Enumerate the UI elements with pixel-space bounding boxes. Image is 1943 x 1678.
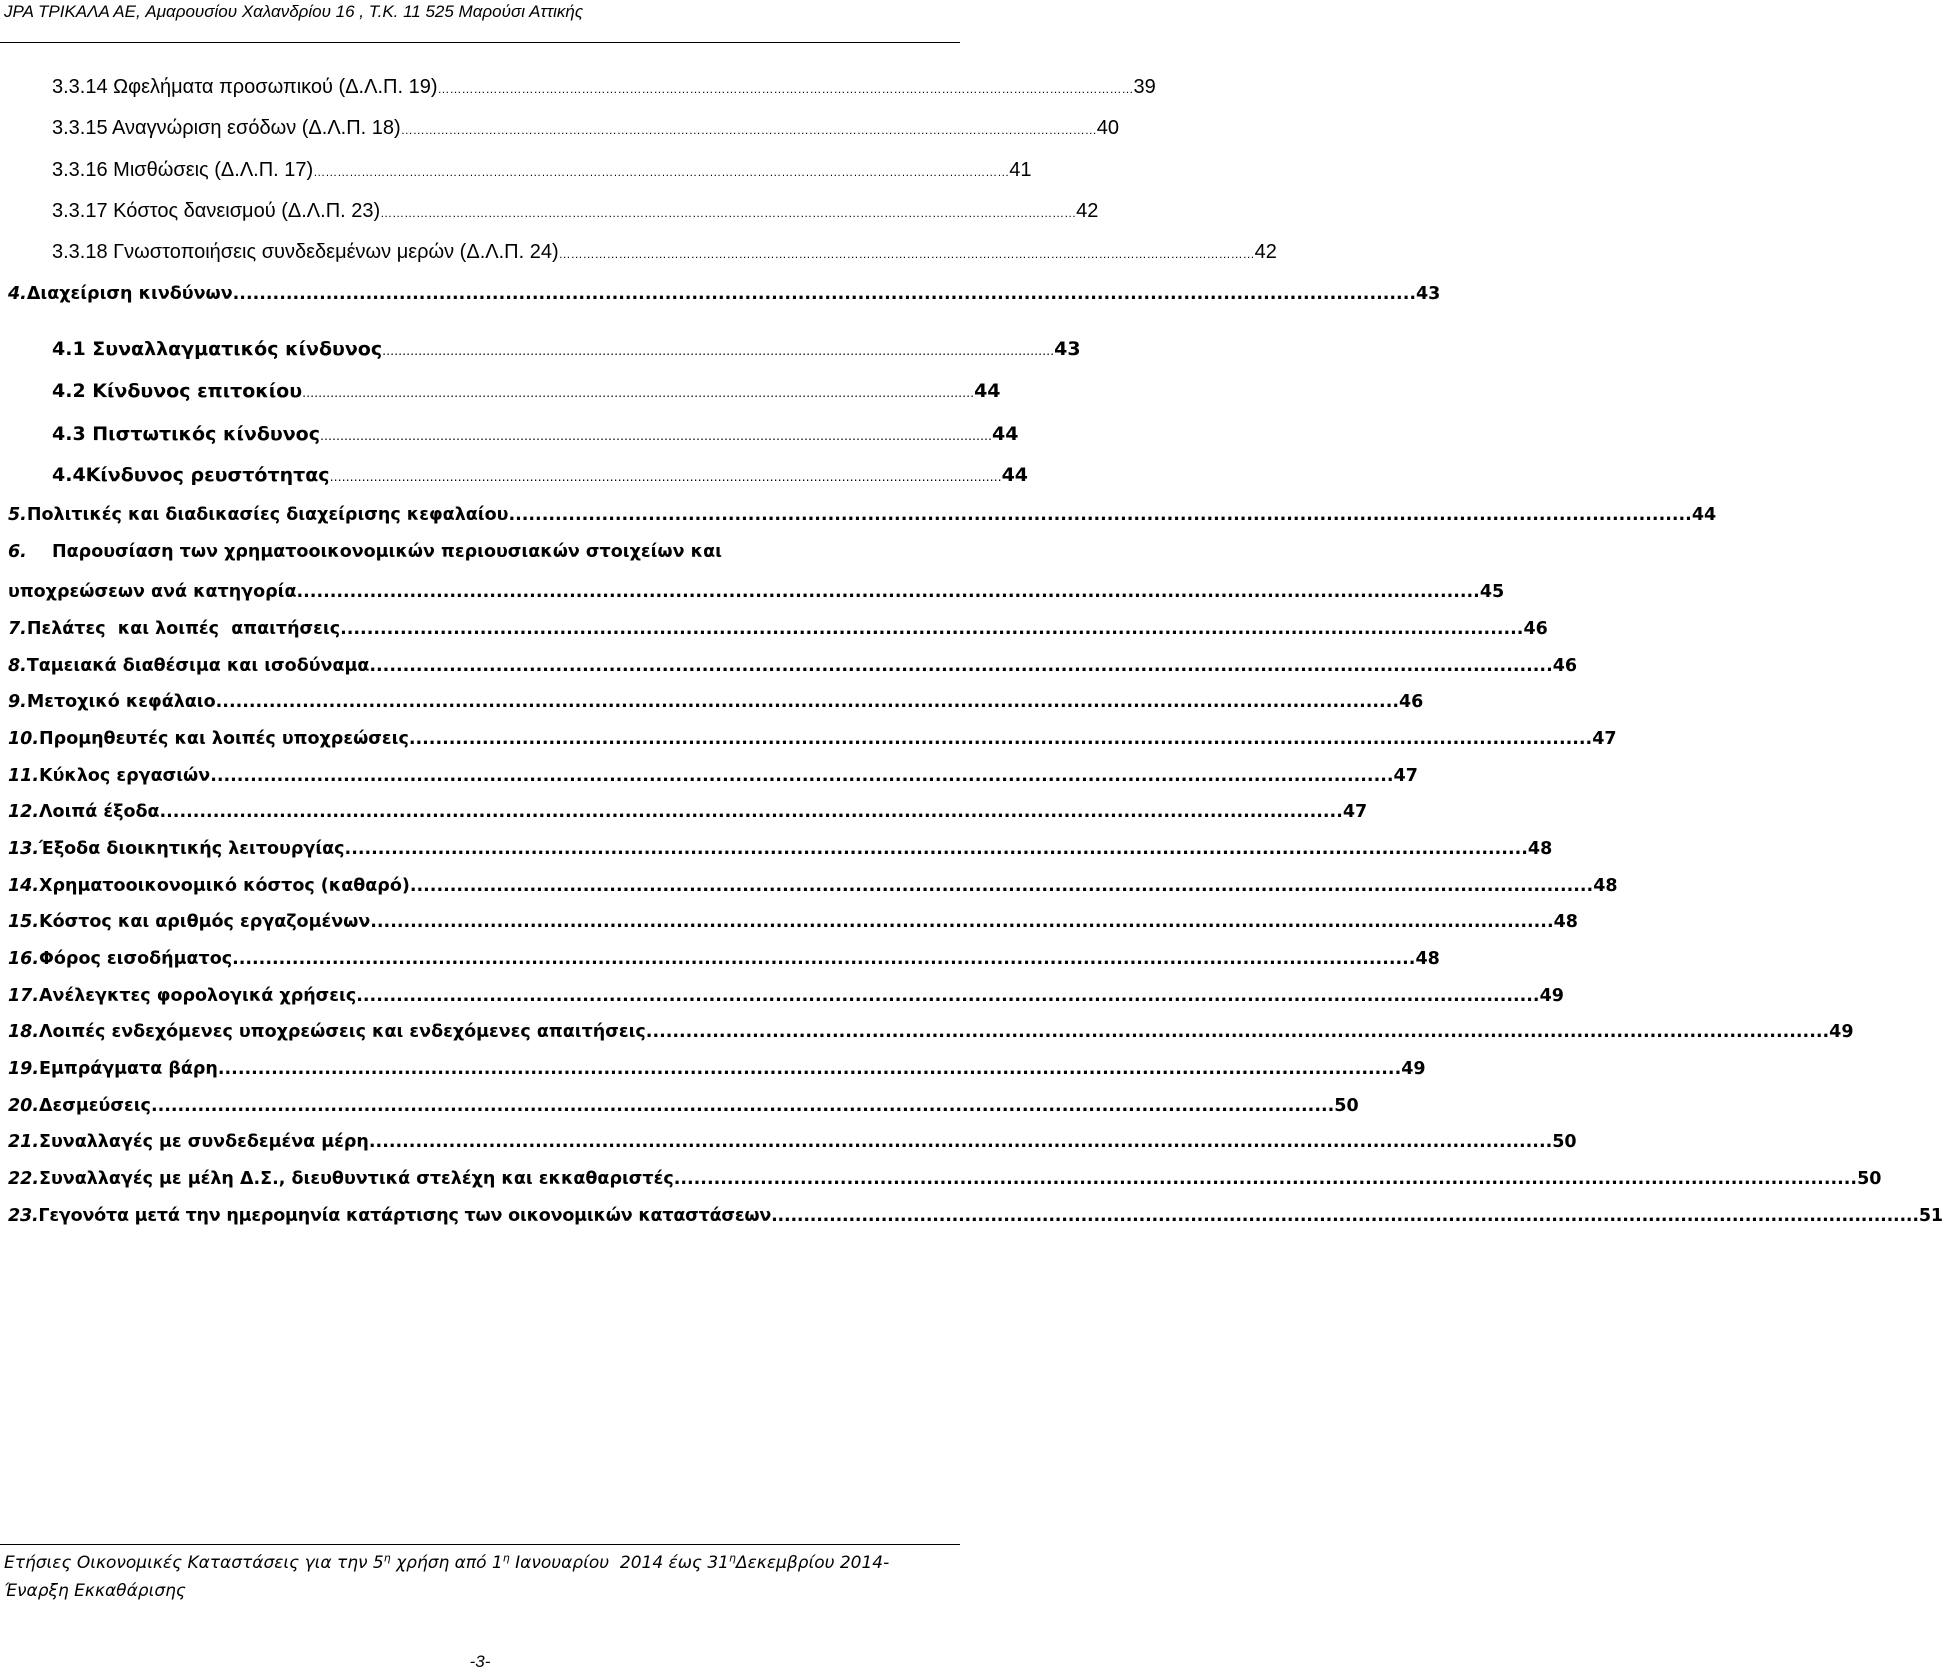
toc-leader-dots: ………………………………………………………………………………………………………………………………………………………… (437, 82, 1134, 96)
toc-entry[interactable] (52, 159, 1032, 182)
toc-entry-number: 10. (8, 729, 40, 749)
toc-entry[interactable] (8, 729, 1617, 749)
toc-leader-dots: .................................................................................................................................................................................. (232, 284, 1416, 304)
toc-entry[interactable] (8, 766, 1418, 786)
toc-entry-page: 49 (1539, 986, 1564, 1006)
toc-entry[interactable] (52, 464, 1029, 486)
toc-entry-title: Δεσμεύσεις (39, 1096, 151, 1116)
toc-entry[interactable] (8, 619, 1548, 639)
toc-leader-dots: …………………………………………………………………………………………………………………………………………………… (382, 344, 1055, 358)
toc-entry-page: 43 (1054, 338, 1081, 360)
toc-entry-page: 50 (1334, 1096, 1359, 1116)
toc-entry[interactable] (8, 986, 1564, 1006)
toc-entry-number: 13. (8, 839, 40, 859)
page-header (0, 0, 960, 43)
toc-entry-number: 11. (8, 766, 40, 786)
toc-entry-number: 22. (8, 1169, 40, 1189)
footer-title-line (4, 1553, 889, 1573)
toc-entry-page: 48 (1553, 912, 1578, 932)
toc-leader-dots: .................................................................................................................................................................................. (340, 619, 1524, 639)
toc-leader-dots: .................................................................................................................................................................................. (217, 1059, 1402, 1079)
toc-entry-page: 48 (1593, 876, 1618, 896)
toc-entry-number: 19. (8, 1059, 40, 1079)
toc-entry-title: 4.4Κίνδυνος ρευστότητας (52, 464, 330, 486)
toc-entry[interactable] (8, 802, 1368, 822)
toc-entry-page: 50 (1552, 1132, 1577, 1152)
toc-entry-title: Έξοδα διοικητικής λειτουργίας (39, 839, 345, 859)
footer-superscript: η (502, 1551, 510, 1565)
toc-leader-dots: .................................................................................................................................................................................. (159, 802, 1343, 822)
toc-entry-title: Προμηθευτές και λοιπές υποχρεώσεις (39, 729, 409, 749)
page-footer (0, 1544, 960, 1633)
toc-entry-title: 3.3.15 Αναγνώριση εσόδων (Δ.Λ.Π. 18) (52, 117, 401, 139)
toc-entry[interactable] (52, 380, 1001, 402)
toc-entry-page: 44 (991, 423, 1019, 445)
toc-leader-dots: .................................................................................................................................................................................. (771, 1206, 1919, 1226)
toc-leader-dots: …………………………………………………………………………………………………………………………………………………… (319, 429, 992, 443)
toc-entry-title: Πολιτικές και διαδικασίες διαχείρισης κεφαλαίου (26, 505, 509, 525)
footer-text: Ετήσιες Οικονομικές Καταστάσεις για την 5 (4, 1553, 384, 1573)
toc-entry-page: 45 (1479, 582, 1505, 602)
toc-entry-page: 47 (1592, 729, 1617, 749)
toc-leader-dots: .................................................................................................................................................................................. (232, 949, 1416, 969)
toc-leader-dots: .................................................................................................................................................................................. (368, 1132, 1553, 1152)
header-address: JPA TPIKAΛA AE, Αμαρουσίου Χαλανδρίου 16 , Τ.Κ. 11 525 Μαρούσι Αττικής (4, 2, 584, 21)
toc-entry-page: 47 (1393, 766, 1418, 786)
toc-entry-number: 14. (8, 876, 40, 896)
toc-leader-dots: .................................................................................................................................................................................. (344, 839, 1528, 859)
toc-entry[interactable] (8, 1022, 1854, 1042)
toc-leader-dots: .................................................................................................................................................................................. (369, 656, 1553, 676)
toc-entry-page: 44 (974, 380, 1001, 402)
toc-entry-title: Λοιπά έξοδα (39, 802, 160, 822)
toc-entry-title: 3.3.17 Κόστος δανεισμού (Δ.Λ.Π. 23) (52, 200, 381, 222)
toc-entry[interactable] (52, 117, 1119, 140)
toc-leader-dots: .................................................................................................................................................................................. (409, 876, 1594, 896)
toc-entry-page: 48 (1527, 839, 1553, 859)
toc-entry-number: 15. (8, 912, 40, 932)
toc-entry[interactable] (52, 76, 1156, 99)
toc-entry[interactable] (8, 1132, 1577, 1152)
toc-entry-page: 51 (1918, 1206, 1943, 1226)
toc-entry-page: 49 (1401, 1059, 1426, 1079)
toc-leader-dots: ………………………………………………………………………………………………………………………………………………………… (380, 206, 1077, 220)
toc-entry-title: 4.3 Πιστωτικός κίνδυνος (52, 423, 320, 445)
toc-entry-number: 12. (8, 802, 40, 822)
toc-leader-dots: .................................................................................................................................................................................. (408, 729, 1593, 749)
toc-entry-title: 3.3.14 Ωφελήματα προσωπικού (Δ.Λ.Π. 19) (52, 76, 438, 98)
toc-entry[interactable] (52, 200, 1099, 223)
toc-entry-title: 4.1 Συναλλαγματικός κίνδυνος (52, 338, 383, 360)
toc-entry[interactable] (8, 1096, 1359, 1116)
toc-entry-title: Ταμειακά διαθέσιμα και ισοδύναμα (26, 656, 370, 676)
toc-leader-dots: .................................................................................................................................................................................. (508, 505, 1692, 525)
toc-entry-number: 4. (8, 284, 27, 304)
toc-entry-number: 16. (8, 949, 40, 969)
toc-entry-number: 8. (8, 656, 27, 676)
toc-entry-number: 7. (8, 619, 27, 639)
toc-entry-title-cont: υποχρεώσεων ανά κατηγορία (8, 582, 297, 602)
toc-entry[interactable] (52, 423, 1019, 445)
toc-entry-title: Διαχείριση κινδύνων (26, 284, 233, 304)
toc-leader-dots: .................................................................................................................................................................................. (210, 766, 1394, 786)
toc-entry-number: 23. (8, 1206, 39, 1226)
toc-entry-title: Κύκλος εργασιών (39, 766, 211, 786)
toc-entry-page: 41 (1009, 159, 1032, 181)
toc-entry-page: 39 (1133, 76, 1156, 98)
footer-subtitle: Έναρξη Εκκαθάρισης (4, 1581, 186, 1601)
toc-leader-dots: .................................................................................................................................................................................. (150, 1096, 1335, 1116)
toc-entry-page: 46 (1552, 656, 1578, 676)
toc-entry-page: 44 (1691, 505, 1717, 525)
toc-entry-title: Πελάτες και λοιπές απαιτήσεις (26, 619, 341, 639)
toc-entry-number: 5. (8, 505, 27, 525)
toc-entry-title: 3.3.16 Μισθώσεις (Δ.Λ.Π. 17) (52, 159, 314, 181)
toc-leader-dots: …………………………………………………………………………………………………………………………………………………… (329, 470, 1002, 484)
toc-entry-title: Γεγονότα μετά την ημερομηνία κατάρτισης των οικονομικών καταστάσεων (38, 1206, 772, 1226)
toc-leader-dots: .................................................................................................................................................................................. (296, 582, 1480, 602)
toc-entry[interactable] (8, 692, 1424, 712)
toc-entry-page: 49 (1829, 1022, 1854, 1042)
toc-entry-title: Συναλλαγές με μέλη Δ.Σ., διευθυντικά στελέχη και εκκαθαριστές (39, 1169, 674, 1189)
toc-entry[interactable] (8, 876, 1618, 896)
toc-entry-page: 43 (1416, 284, 1441, 304)
toc-entry-number: 20. (8, 1096, 40, 1116)
toc-entry-page: 40 (1096, 117, 1119, 139)
toc-entry[interactable] (52, 241, 1277, 264)
toc-entry-title: Εμπράγματα βάρη (39, 1059, 218, 1079)
toc-entry-page: 50 (1857, 1169, 1882, 1189)
toc-leader-dots: .................................................................................................................................................................................. (645, 1022, 1830, 1042)
toc-entry-title: Συναλλαγές με συνδεδεμένα μέρη (39, 1132, 369, 1152)
footer-text: Δεκεμβρίου 2014- (735, 1553, 890, 1573)
toc-entry[interactable] (52, 338, 1081, 360)
toc-entry-title: Παρουσίαση των χρηματοοικονομικών περιουσιακών στοιχείων και (52, 542, 722, 562)
toc-entry-page: 47 (1342, 802, 1368, 822)
toc-leader-dots: ………………………………………………………………………………………………………………………………………………………… (558, 247, 1255, 261)
toc-leader-dots: …………………………………………………………………………………………………………………………………………………… (302, 386, 975, 400)
toc-entry-title: 4.2 Κίνδυνος επιτοκίου (52, 380, 303, 402)
toc-leader-dots: .................................................................................................................................................................................. (673, 1169, 1858, 1189)
footer-superscript: η (729, 1551, 736, 1565)
toc-entry[interactable] (8, 839, 1553, 859)
toc-entry-page: 46 (1399, 692, 1424, 712)
toc-entry-page: 42 (1254, 241, 1277, 263)
toc-entry-number: 21. (8, 1132, 40, 1152)
toc-entry-title: Κόστος και αριθμός εργαζομένων (39, 912, 371, 932)
toc-entry[interactable] (8, 1206, 1943, 1226)
toc-entry[interactable] (8, 284, 1441, 304)
footer-text: χρήση από 1 (390, 1553, 503, 1573)
toc-entry-page: 42 (1076, 200, 1099, 222)
toc-entry-multiline[interactable] (8, 542, 722, 562)
toc-leader-dots: ………………………………………………………………………………………………………………………………………………………… (400, 123, 1097, 137)
toc-entry-page: 48 (1415, 949, 1440, 969)
page-number: -3- (469, 1652, 491, 1671)
toc-entry[interactable] (8, 949, 1440, 969)
toc-entry-number: 9. (8, 692, 27, 712)
toc-entry[interactable] (8, 505, 1717, 525)
toc-entry-title: 3.3.18 Γνωστοποιήσεις συνδεδεμένων μερών (Δ.Λ.Π. 24) (52, 241, 559, 263)
toc-entry-number: 6. (8, 542, 27, 562)
toc-entry[interactable] (8, 1169, 1882, 1189)
toc-leader-dots: .................................................................................................................................................................................. (356, 986, 1540, 1006)
toc-entry-page: 46 (1523, 619, 1548, 639)
toc-leader-dots: .................................................................................................................................................................................. (370, 912, 1554, 932)
toc-entry[interactable] (8, 1059, 1426, 1079)
toc-entry-title: Λοιπές ενδεχόμενες υποχρεώσεις και ενδεχόμενες απαιτήσεις (39, 1022, 646, 1042)
toc-entry-title: Ανέλεγκτες φορολογικά χρήσεις (39, 986, 357, 1006)
toc-entry-number: 17. (8, 986, 40, 1006)
toc-entry-title: Μετοχικό κεφάλαιο (26, 692, 216, 712)
footer-superscript: η (383, 1551, 391, 1565)
toc-entry[interactable] (8, 912, 1578, 932)
toc-entry-title: Χρηματοοικονομικό κόστος (καθαρό) (39, 876, 410, 896)
toc-leader-dots: ………………………………………………………………………………………………………………………………………………………… (313, 165, 1010, 179)
toc-leader-dots: .................................................................................................................................................................................. (215, 692, 1399, 712)
toc-entry[interactable] (8, 656, 1578, 676)
toc-entry-number: 18. (8, 1022, 40, 1042)
toc-entry[interactable] (8, 582, 1505, 602)
footer-text: Ιανουαρίου 2014 έως 31 (509, 1553, 729, 1573)
toc-entry-page: 44 (1001, 464, 1029, 486)
toc-entry-title: Φόρος εισοδήματος (39, 949, 233, 969)
